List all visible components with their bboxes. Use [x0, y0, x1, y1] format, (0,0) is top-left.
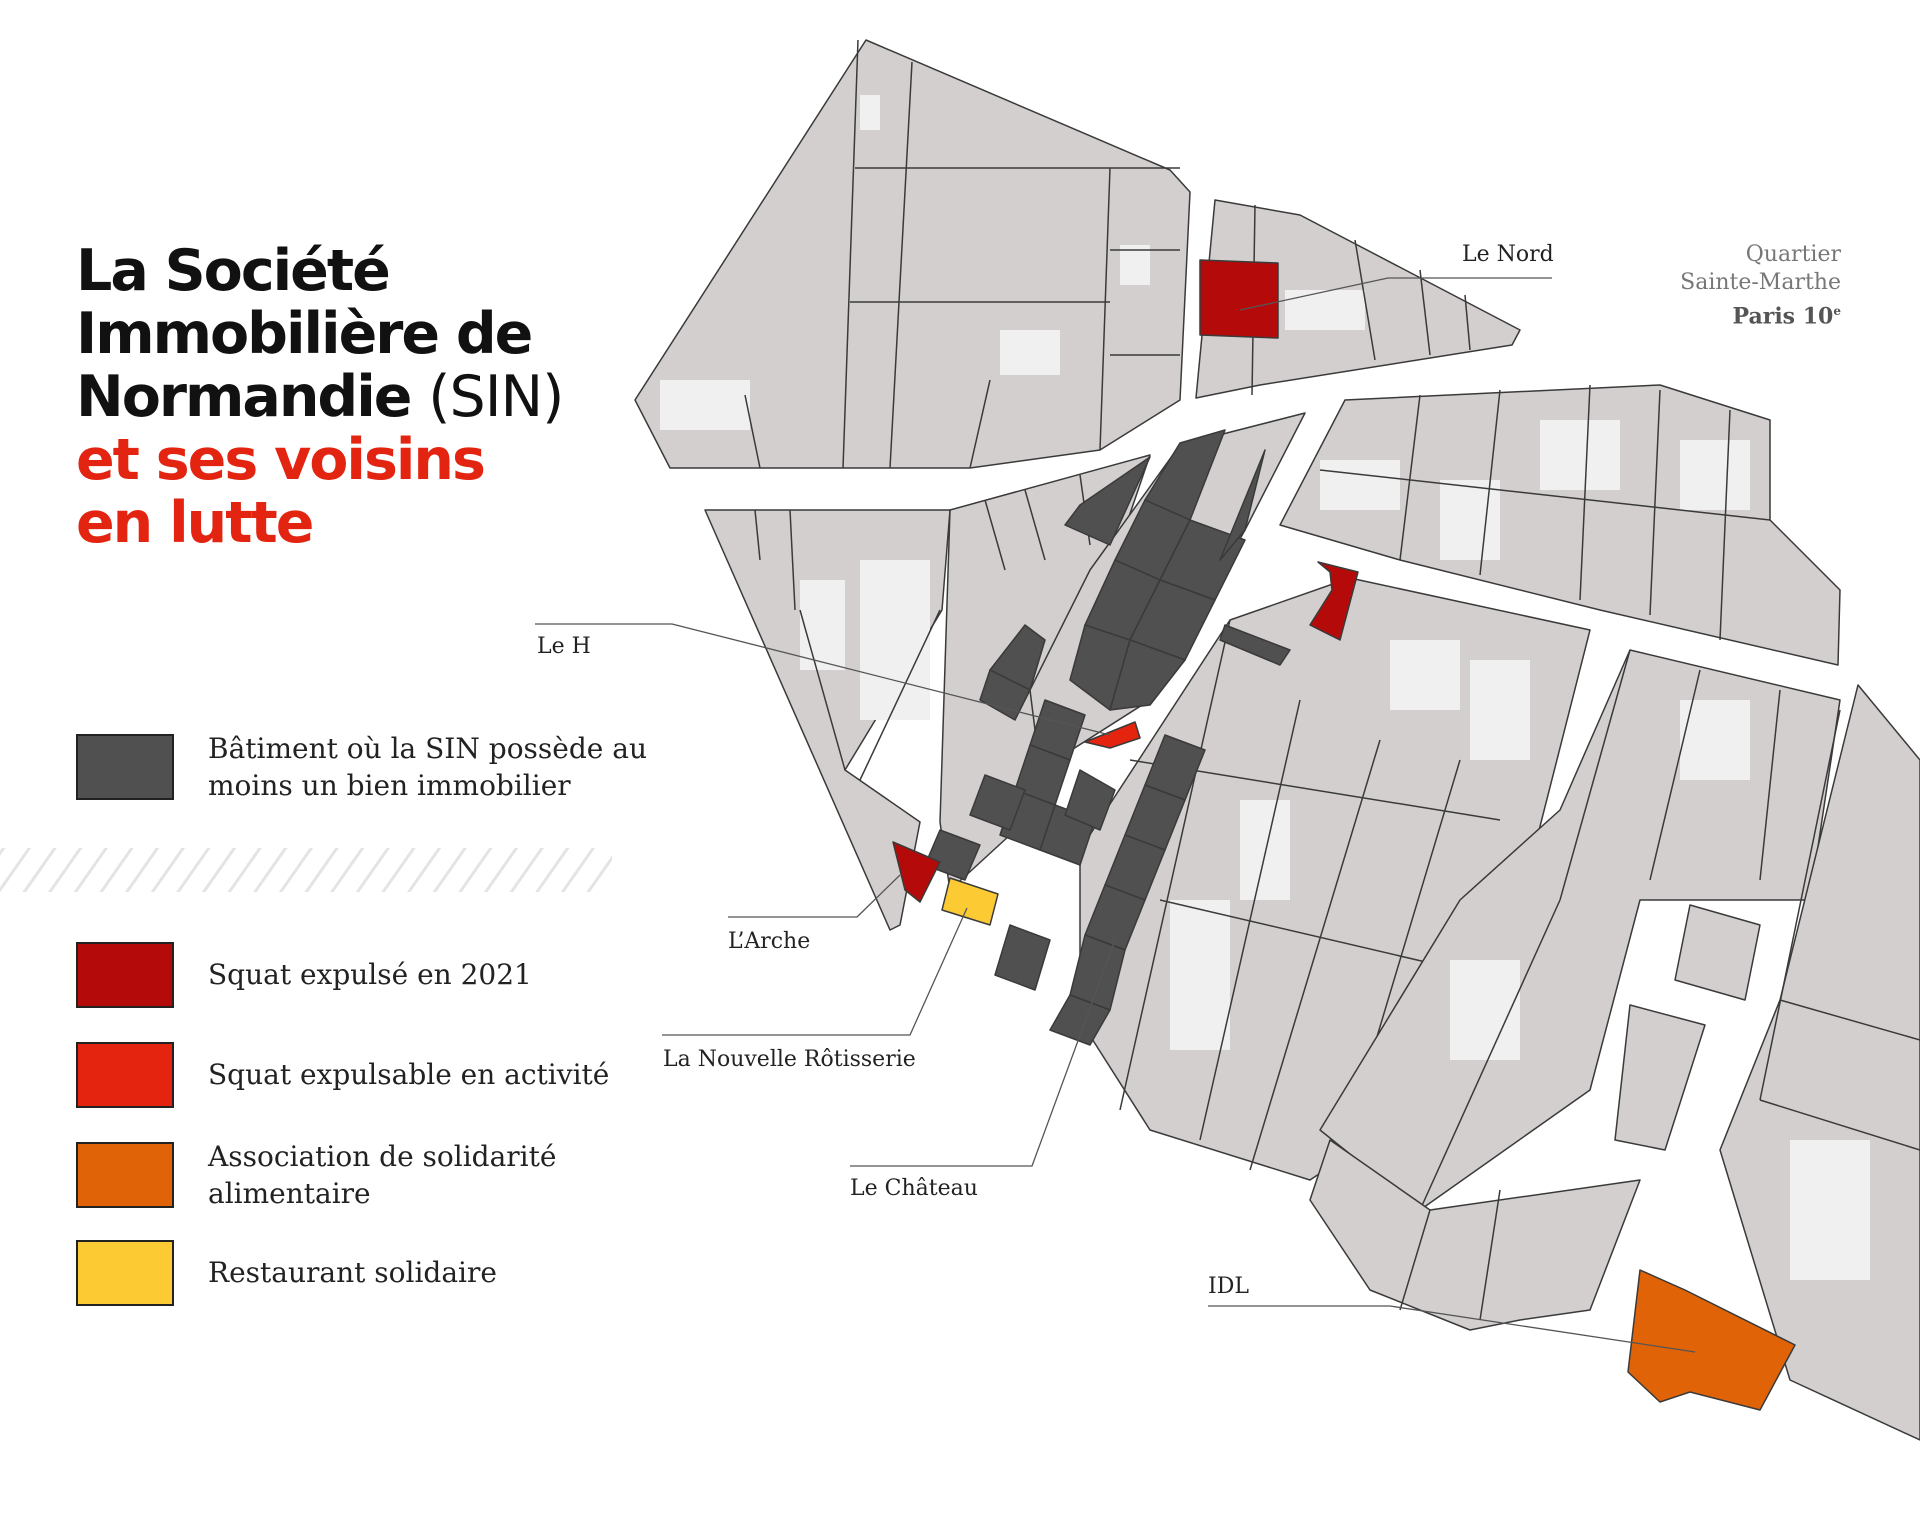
- district-label: [1680, 241, 1841, 330]
- label-le-nord: Le Nord: [1462, 242, 1554, 267]
- courtyard: [1320, 460, 1400, 510]
- courtyard: [1240, 800, 1290, 900]
- district-city: Paris 10e: [1732, 303, 1841, 330]
- courtyard: [1390, 640, 1460, 710]
- courtyard: [1000, 330, 1060, 375]
- courtyard: [660, 380, 750, 430]
- label-larche: L’Arche: [728, 929, 811, 954]
- nouvelle-rotisserie-building: [942, 878, 998, 925]
- label-le-h: Le H: [537, 634, 591, 659]
- legend-swatch: [76, 734, 174, 800]
- title-abbrev: (SIN): [428, 364, 564, 430]
- title-highlight: et ses voisins: [76, 427, 484, 493]
- legend-label: Squat expulsable en activité: [208, 1058, 610, 1091]
- block-10: [1615, 1005, 1705, 1150]
- sin-building: [995, 925, 1050, 990]
- district-line: Sainte-Marthe: [1680, 270, 1841, 295]
- district-line: Quartier: [1745, 242, 1841, 267]
- courtyard: [1170, 900, 1230, 1050]
- label-nouvelle-rotisserie: La Nouvelle Rôtisserie: [663, 1047, 916, 1072]
- label-idl: IDL: [1208, 1274, 1249, 1299]
- courtyard: [1790, 1140, 1870, 1280]
- title-line: La Société: [76, 238, 389, 304]
- legend-swatch: [76, 942, 174, 1008]
- title-line: Immobilière de: [76, 301, 532, 367]
- legend-label: Association de solidarité alimentaire: [208, 1140, 557, 1210]
- courtyard: [1285, 290, 1365, 330]
- courtyard: [860, 560, 930, 720]
- courtyard: [800, 580, 845, 670]
- decorative-hatch: [0, 848, 612, 892]
- courtyard: [1440, 480, 1500, 560]
- courtyard: [860, 95, 880, 130]
- legend-label: Squat expulsé en 2021: [208, 958, 532, 991]
- le-nord-building: [1200, 260, 1278, 338]
- label-le-chateau: Le Château: [850, 1176, 978, 1201]
- legend-swatch: [76, 1142, 174, 1208]
- courtyard: [1540, 420, 1620, 490]
- legend-swatch: [76, 1042, 174, 1108]
- courtyard: [1680, 440, 1750, 510]
- title-line: Normandie: [76, 364, 411, 430]
- title-highlight: en lutte: [76, 490, 313, 556]
- page-title: [76, 240, 563, 555]
- courtyard: [1120, 245, 1150, 285]
- block-9: [1675, 905, 1760, 1000]
- legend-label: Restaurant solidaire: [208, 1256, 497, 1289]
- legend-swatch: [76, 1240, 174, 1306]
- courtyard: [1470, 660, 1530, 760]
- legend-label: Bâtiment où la SIN possède au moins un bien immobilier: [208, 732, 647, 802]
- leader-nouvelle-rotisserie: [662, 908, 967, 1035]
